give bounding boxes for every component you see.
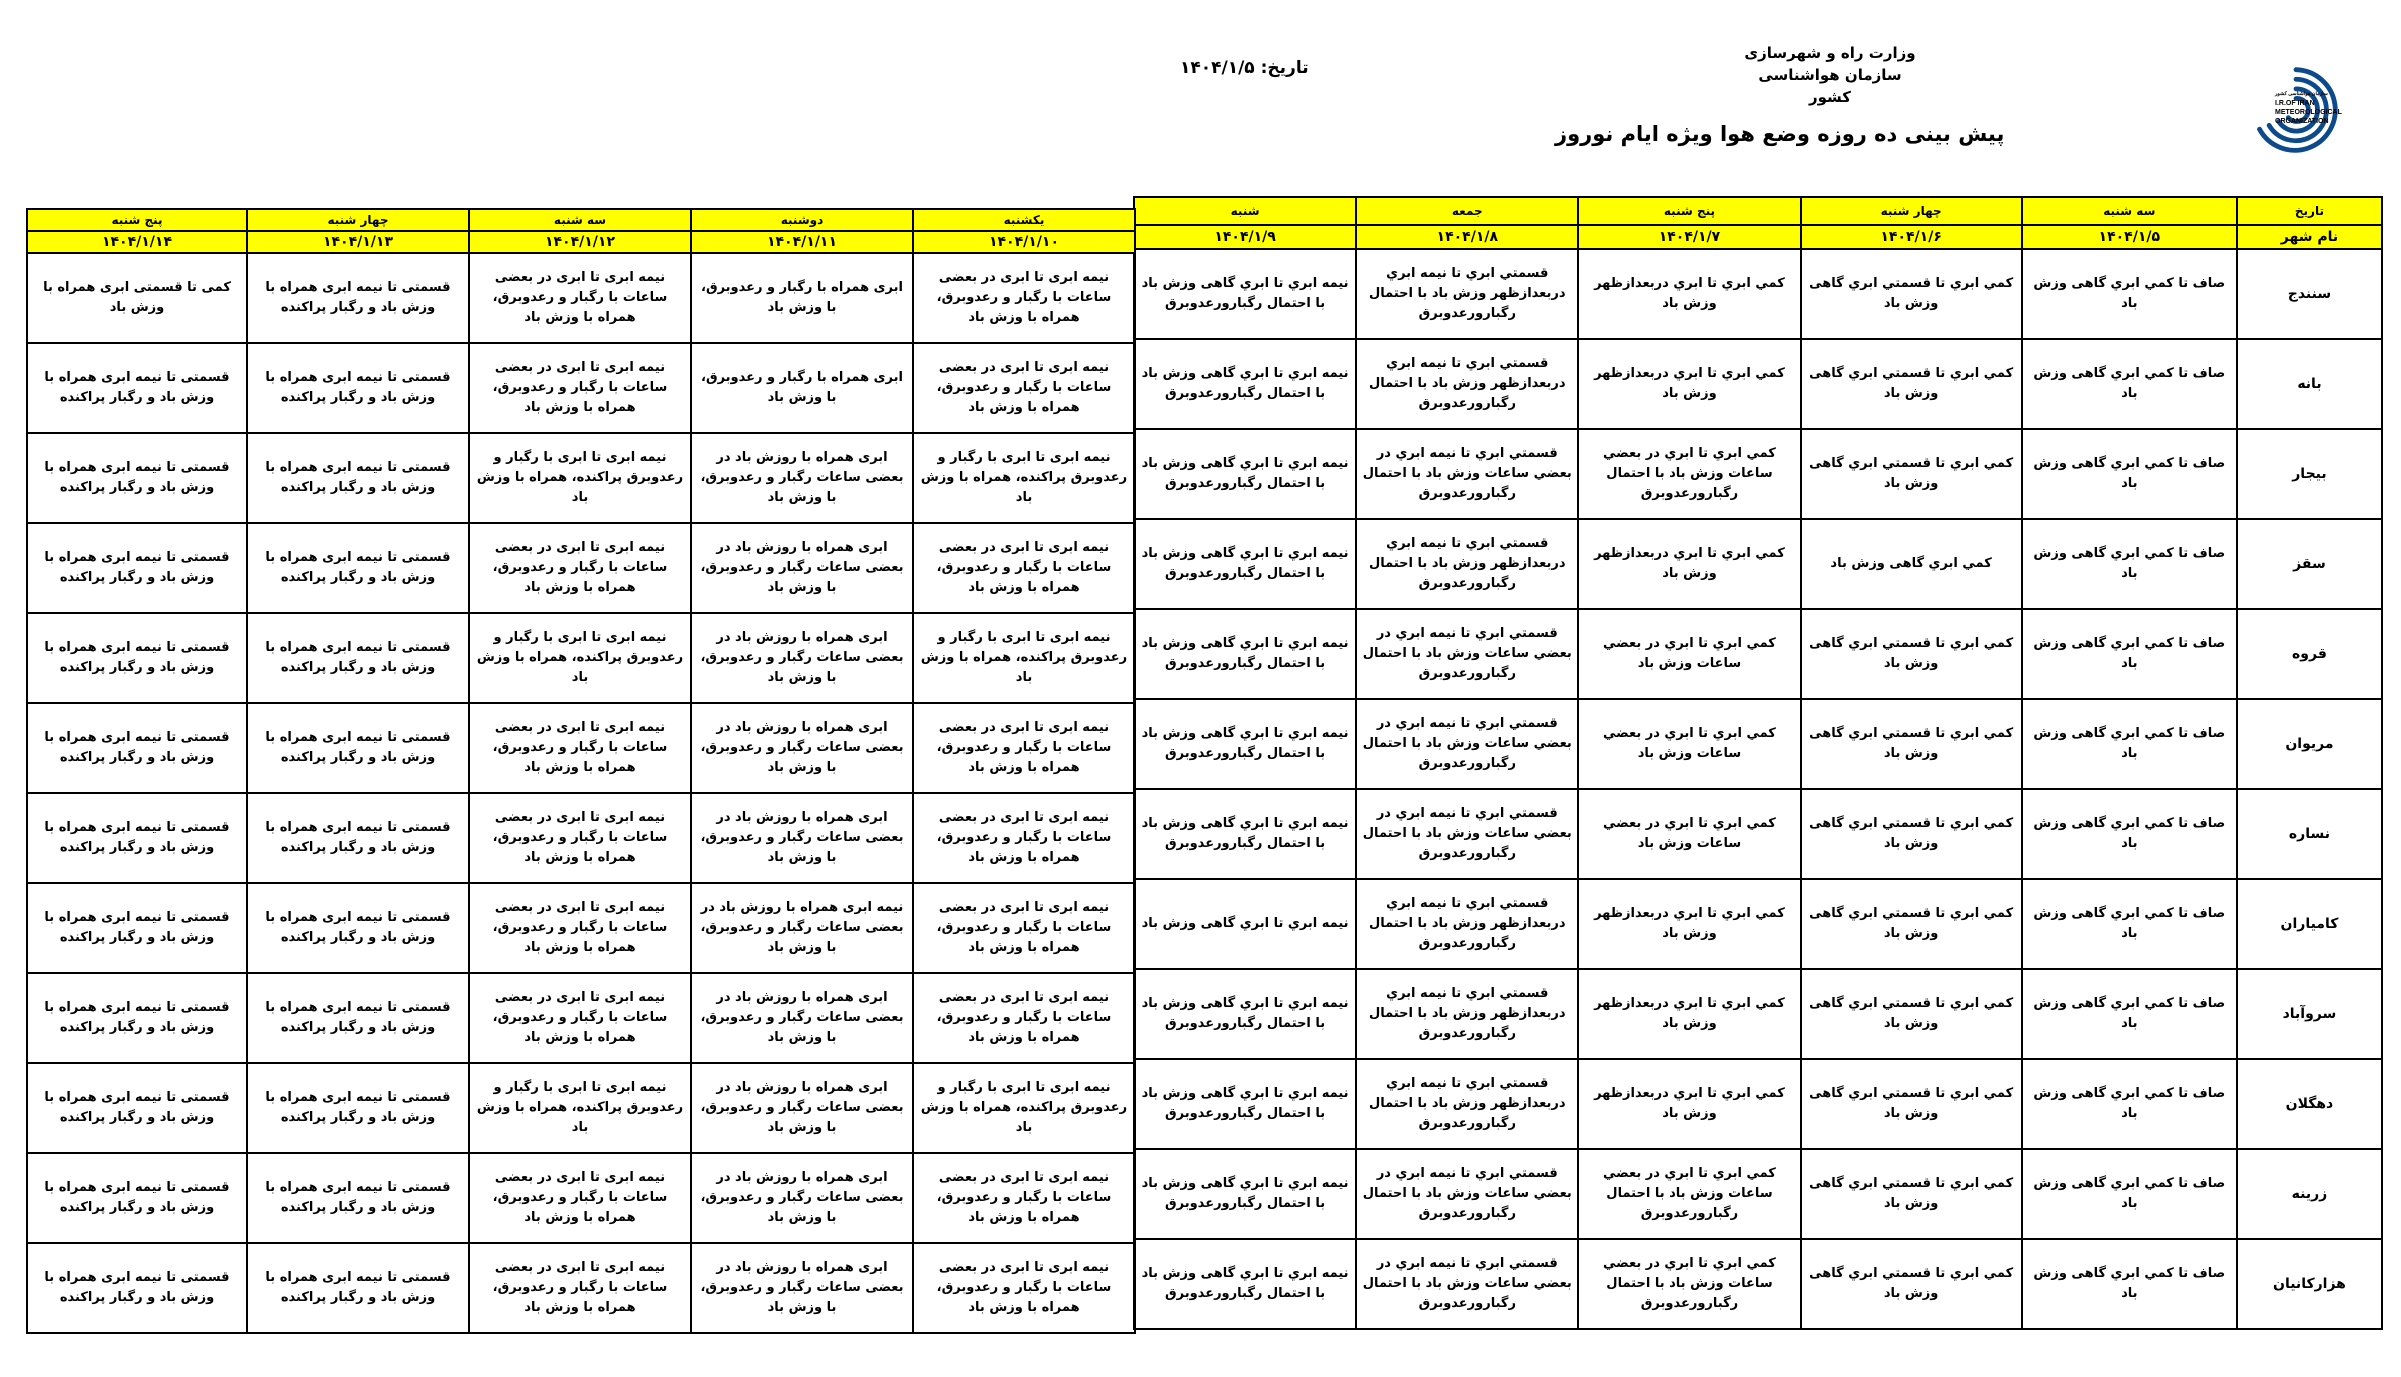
forecast-cell: قسمتی تا نیمه ابری همراه با وزش باد و رگبار پراکنده bbox=[247, 703, 469, 793]
forecast-cell: قسمتی تا نیمه ابری همراه با وزش باد و رگبار پراکنده bbox=[27, 343, 247, 433]
day-date: ۱۴۰۴/۱/۸ bbox=[1356, 225, 1578, 249]
forecast-cell: نیمه ابری تا ابری با رگبار و رعدوبرق پراکنده، همراه با وزش باد bbox=[469, 613, 691, 703]
day-date: ۱۴۰۴/۱/۷ bbox=[1578, 225, 1800, 249]
forecast-cell: قسمتی تا نیمه ابری همراه با وزش باد و رگبار پراکنده bbox=[27, 1063, 247, 1153]
forecast-cell: قسمتي ابري تا نیمه ابري در بعضي ساعات وزش باد با احتمال رگبارورعدوبرق bbox=[1356, 429, 1578, 519]
day-date: ۱۴۰۴/۱/۱۰ bbox=[913, 231, 1135, 253]
day-date: ۱۴۰۴/۱/۹ bbox=[1134, 225, 1356, 249]
forecast-cell: نیمه ابری تا ابری در بعضی ساعات با رگبار و رعدوبرق، همراه با وزش باد bbox=[913, 523, 1135, 613]
forecast-cell: قسمتی تا نیمه ابری همراه با وزش باد و رگبار پراکنده bbox=[27, 703, 247, 793]
table-row bbox=[1134, 249, 2382, 339]
forecast-cell: قسمتي ابري تا نیمه ابري در بعضي ساعات وزش باد با احتمال رگبارورعدوبرق bbox=[1356, 789, 1578, 879]
day-date: ۱۴۰۴/۱/۱۲ bbox=[469, 231, 691, 253]
forecast-cell: نیمه ابری تا ابری در بعضی ساعات با رگبار و رعدوبرق، همراه با وزش باد bbox=[469, 793, 691, 883]
day-date: ۱۴۰۴/۱/۱۳ bbox=[247, 231, 469, 253]
forecast-cell: ابری همراه با روزش باد در بعضی ساعات رگبار و رعدوبرق، با وزش باد bbox=[691, 703, 913, 793]
forecast-cell: قسمتی تا نیمه ابری همراه با وزش باد و رگبار پراکنده bbox=[247, 793, 469, 883]
forecast-cell: صاف تا کمي ابري گاهی وزش باد bbox=[2022, 609, 2237, 699]
forecast-cell: صاف تا کمي ابري گاهی وزش باد bbox=[2022, 969, 2237, 1059]
forecast-cell: قسمتی تا نیمه ابری همراه با وزش باد و رگبار پراکنده bbox=[27, 1153, 247, 1243]
header-block bbox=[1735, 42, 1925, 108]
table-row bbox=[1134, 339, 2382, 429]
forecast-cell: صاف تا کمي ابري گاهی وزش باد bbox=[2022, 249, 2237, 339]
forecast-cell: کمي ابري تا قسمتي ابري گاهی وزش باد bbox=[1801, 879, 2022, 969]
day-date: ۱۴۰۴/۱/۶ bbox=[1801, 225, 2022, 249]
forecast-cell: کمي ابري تا ابري در بعضي ساعات وزش باد با احتمال رگبارورعدوبرق bbox=[1578, 1239, 1800, 1329]
forecast-cell: ابری همراه با رگبار و رعدوبرق، با وزش باد bbox=[691, 253, 913, 343]
forecast-cell: صاف تا کمي ابري گاهی وزش باد bbox=[2022, 1059, 2237, 1149]
forecast-cell: نیمه ابري تا ابري گاهی وزش باد با احتمال رگبارورعدوبرق bbox=[1134, 519, 1356, 609]
table-row bbox=[1134, 699, 2382, 789]
forecast-cell: نیمه ابری تا ابری با رگبار و رعدوبرق پراکنده، همراه با وزش باد bbox=[913, 1063, 1135, 1153]
forecast-cell: قسمتی تا نیمه ابری همراه با وزش باد و رگبار پراکنده bbox=[247, 883, 469, 973]
table-row bbox=[27, 883, 1135, 973]
day-name: پنج شنبه bbox=[1578, 197, 1800, 225]
forecast-cell: قسمتي ابري تا نیمه ابري دربعدازظهر وزش باد با احتمال رگبارورعدوبرق bbox=[1356, 339, 1578, 429]
forecast-cell: کمي ابري تا ابري دربعدازظهر وزش باد bbox=[1578, 879, 1800, 969]
forecast-cell: نیمه ابری تا ابری در بعضی ساعات با رگبار و رعدوبرق، همراه با وزش باد bbox=[913, 1243, 1135, 1333]
table-row bbox=[1134, 1059, 2382, 1149]
forecast-cell: نیمه ابری تا ابری در بعضی ساعات با رگبار و رعدوبرق، همراه با وزش باد bbox=[469, 883, 691, 973]
table-header-days bbox=[27, 209, 1135, 231]
city-name: سقز bbox=[2237, 519, 2382, 609]
forecast-cell: نیمه ابري تا ابري گاهی وزش باد با احتمال رگبارورعدوبرق bbox=[1134, 609, 1356, 699]
date-label: تاریخ: bbox=[1260, 58, 1309, 78]
forecast-rows-first-period bbox=[1134, 249, 2382, 1329]
city-name: بانه bbox=[2237, 339, 2382, 429]
table-row bbox=[27, 1153, 1135, 1243]
day-name: چهار شنبه bbox=[1801, 197, 2022, 225]
forecast-cell: کمي ابري تا قسمتي ابري گاهی وزش باد bbox=[1801, 789, 2022, 879]
forecast-cell: قسمتي ابري تا نیمه ابري دربعدازظهر وزش باد با احتمال رگبارورعدوبرق bbox=[1356, 879, 1578, 969]
forecast-cell: قسمتی تا نیمه ابری همراه با وزش باد و رگبار پراکنده bbox=[247, 973, 469, 1063]
forecast-cell: کمي ابري تا قسمتي ابري گاهی وزش باد bbox=[1801, 699, 2022, 789]
city-name: کامیاران bbox=[2237, 879, 2382, 969]
page-title: پیش بینی ده روزه وضع هوا ویژه ایام نوروز bbox=[1555, 122, 2005, 146]
table-row bbox=[27, 1243, 1135, 1333]
forecast-cell: ابری همراه با روزش باد در بعضی ساعات رگبار و رعدوبرق، با وزش باد bbox=[691, 433, 913, 523]
forecast-cell: نیمه ابري تا ابري گاهی وزش باد با احتمال رگبارورعدوبرق bbox=[1134, 429, 1356, 519]
forecast-cell: کمي ابري تا ابري دربعدازظهر وزش باد bbox=[1578, 1059, 1800, 1149]
day-name: یکشنبه bbox=[913, 209, 1135, 231]
city-name: دهگلان bbox=[2237, 1059, 2382, 1149]
forecast-cell: قسمتی تا نیمه ابری همراه با وزش باد و رگبار پراکنده bbox=[247, 433, 469, 523]
forecast-cell: قسمتي ابري تا نیمه ابري در بعضي ساعات وزش باد با احتمال رگبارورعدوبرق bbox=[1356, 699, 1578, 789]
forecast-cell: کمي ابري تا قسمتي ابري گاهی وزش باد bbox=[1801, 1059, 2022, 1149]
table-row bbox=[1134, 519, 2382, 609]
forecast-cell: قسمتی تا نیمه ابری همراه با وزش باد و رگبار پراکنده bbox=[27, 973, 247, 1063]
forecast-cell: کمي ابري تا ابري دربعدازظهر وزش باد bbox=[1578, 339, 1800, 429]
date-value: ۱۴۰۴/۱/۵ bbox=[1180, 58, 1255, 78]
forecast-cell: نیمه ابری تا ابری با رگبار و رعدوبرق پراکنده، همراه با وزش باد bbox=[913, 613, 1135, 703]
table-header-dates bbox=[1134, 225, 2382, 249]
city-name: قروه bbox=[2237, 609, 2382, 699]
forecast-cell: قسمتی تا نیمه ابری همراه با وزش باد و رگبار پراکنده bbox=[247, 1243, 469, 1333]
day-date: ۱۴۰۴/۱/۱۴ bbox=[27, 231, 247, 253]
city-name: نساره bbox=[2237, 789, 2382, 879]
table-row bbox=[27, 343, 1135, 433]
forecast-cell: قسمتی تا نیمه ابری همراه با وزش باد و رگبار پراکنده bbox=[27, 613, 247, 703]
forecast-cell: ابری همراه با روزش باد در بعضی ساعات رگبار و رعدوبرق، با وزش باد bbox=[691, 613, 913, 703]
day-date: ۱۴۰۴/۱/۵ bbox=[2022, 225, 2237, 249]
forecast-cell: ابری همراه با رگبار و رعدوبرق، با وزش باد bbox=[691, 343, 913, 433]
forecast-cell: قسمتی تا نیمه ابری همراه با وزش باد و رگبار پراکنده bbox=[247, 253, 469, 343]
table-row bbox=[27, 973, 1135, 1063]
table-row bbox=[1134, 1239, 2382, 1329]
forecast-cell: نیمه ابری تا ابری در بعضی ساعات با رگبار و رعدوبرق، همراه با وزش باد bbox=[469, 1243, 691, 1333]
forecast-cell: صاف تا کمي ابري گاهی وزش باد bbox=[2022, 339, 2237, 429]
forecast-cell: نیمه ابری تا ابری در بعضی ساعات با رگبار و رعدوبرق، همراه با وزش باد bbox=[913, 973, 1135, 1063]
day-name: دوشنبه bbox=[691, 209, 913, 231]
forecast-cell: نیمه ابری تا ابری در بعضی ساعات با رگبار و رعدوبرق، همراه با وزش باد bbox=[913, 1153, 1135, 1243]
forecast-cell: کمي ابري تا قسمتي ابري گاهی وزش باد bbox=[1801, 969, 2022, 1059]
forecast-cell: کمي ابري تا قسمتي ابري گاهی وزش باد bbox=[1801, 249, 2022, 339]
forecast-cell: قسمتي ابري تا نیمه ابري در بعضي ساعات وزش باد با احتمال رگبارورعدوبرق bbox=[1356, 1149, 1578, 1239]
forecast-cell: نیمه ابری تا ابری در بعضی ساعات با رگبار و رعدوبرق، همراه با وزش باد bbox=[913, 793, 1135, 883]
table-row bbox=[1134, 429, 2382, 519]
forecast-cell: کمي ابري تا قسمتي ابري گاهی وزش باد bbox=[1801, 1149, 2022, 1239]
day-name: پنج شنبه bbox=[27, 209, 247, 231]
forecast-table-first-period bbox=[1133, 196, 2383, 1330]
forecast-cell: نیمه ابری تا ابری در بعضی ساعات با رگبار و رعدوبرق، همراه با وزش باد bbox=[469, 703, 691, 793]
forecast-cell: قسمتی تا نیمه ابری همراه با وزش باد و رگبار پراکنده bbox=[27, 883, 247, 973]
forecast-cell: نیمه ابری تا ابری در بعضی ساعات با رگبار و رعدوبرق، همراه با وزش باد bbox=[469, 343, 691, 433]
forecast-cell: نیمه ابري تا ابري گاهی وزش باد با احتمال رگبارورعدوبرق bbox=[1134, 969, 1356, 1059]
forecast-cell: نیمه ابری تا ابری در بعضی ساعات با رگبار و رعدوبرق، همراه با وزش باد bbox=[469, 1153, 691, 1243]
corner-city-label: نام شهر bbox=[2237, 225, 2382, 249]
forecast-cell: قسمتی تا نیمه ابری همراه با وزش باد و رگبار پراکنده bbox=[247, 523, 469, 613]
forecast-cell: ابری همراه با روزش باد در بعضی ساعات رگبار و رعدوبرق، با وزش باد bbox=[691, 523, 913, 613]
forecast-cell: قسمتي ابري تا نیمه ابري دربعدازظهر وزش باد با احتمال رگبارورعدوبرق bbox=[1356, 1059, 1578, 1149]
table-row bbox=[1134, 609, 2382, 699]
forecast-cell: کمي ابري تا قسمتي ابري گاهی وزش باد bbox=[1801, 609, 2022, 699]
forecast-cell: قسمتی تا نیمه ابری همراه با وزش باد و رگبار پراکنده bbox=[247, 343, 469, 433]
table-row bbox=[1134, 1149, 2382, 1239]
forecast-cell: ابری همراه با روزش باد در بعضی ساعات رگبار و رعدوبرق، با وزش باد bbox=[691, 1063, 913, 1153]
forecast-cell: صاف تا کمي ابري گاهی وزش باد bbox=[2022, 879, 2237, 969]
forecast-cell: کمي ابري تا قسمتي ابري گاهی وزش باد bbox=[1801, 339, 2022, 429]
forecast-cell: کمي ابري تا ابري در بعضي ساعات وزش باد با احتمال رگبارورعدوبرق bbox=[1578, 429, 1800, 519]
forecast-cell: صاف تا کمي ابري گاهی وزش باد bbox=[2022, 699, 2237, 789]
table-header-dates bbox=[27, 231, 1135, 253]
corner-date-label: تاریخ bbox=[2237, 197, 2382, 225]
table-row bbox=[1134, 969, 2382, 1059]
forecast-cell: نیمه ابري تا ابري گاهی وزش باد با احتمال رگبارورعدوبرق bbox=[1134, 339, 1356, 429]
forecast-cell: نیمه ابری تا ابری با رگبار و رعدوبرق پراکنده، همراه با وزش باد bbox=[469, 433, 691, 523]
city-name: زرینه bbox=[2237, 1149, 2382, 1239]
forecast-cell: قسمتي ابري تا نیمه ابري دربعدازظهر وزش باد با احتمال رگبارورعدوبرق bbox=[1356, 519, 1578, 609]
day-name: شنبه bbox=[1134, 197, 1356, 225]
forecast-cell: نیمه ابری همراه با روزش باد در بعضی ساعات رگبار و رعدوبرق، با وزش باد bbox=[691, 883, 913, 973]
forecast-cell: نیمه ابری تا ابری در بعضی ساعات با رگبار و رعدوبرق، همراه با وزش باد bbox=[913, 703, 1135, 793]
forecast-cell: نیمه ابري تا ابري گاهی وزش باد bbox=[1134, 879, 1356, 969]
forecast-cell: قسمتی تا نیمه ابری همراه با وزش باد و رگبار پراکنده bbox=[27, 1243, 247, 1333]
forecast-cell: کمي ابري گاهی وزش باد bbox=[1801, 519, 2022, 609]
day-name: چهار شنبه bbox=[247, 209, 469, 231]
forecast-table-second-period bbox=[26, 208, 1136, 1334]
table-row bbox=[27, 613, 1135, 703]
city-name: مریوان bbox=[2237, 699, 2382, 789]
table-row bbox=[27, 433, 1135, 523]
organization-name: سازمان هواشناسی کشور bbox=[1758, 66, 1902, 106]
table-row bbox=[27, 793, 1135, 883]
forecast-cell: نیمه ابري تا ابري گاهی وزش باد با احتمال رگبارورعدوبرق bbox=[1134, 699, 1356, 789]
day-date: ۱۴۰۴/۱/۱۱ bbox=[691, 231, 913, 253]
forecast-cell: نیمه ابری تا ابری با رگبار و رعدوبرق پراکنده، همراه با وزش باد bbox=[469, 1063, 691, 1153]
forecast-cell: کمي ابري تا قسمتي ابري گاهی وزش باد bbox=[1801, 429, 2022, 519]
forecast-cell: نیمه ابری تا ابری در بعضی ساعات با رگبار و رعدوبرق، همراه با وزش باد bbox=[469, 523, 691, 613]
forecast-cell: قسمتي ابري تا نیمه ابري در بعضي ساعات وزش باد با احتمال رگبارورعدوبرق bbox=[1356, 609, 1578, 699]
forecast-cell: صاف تا کمي ابري گاهی وزش باد bbox=[2022, 519, 2237, 609]
forecast-cell: صاف تا کمي ابري گاهی وزش باد bbox=[2022, 1149, 2237, 1239]
ministry-name: وزارت راه و شهرسازی bbox=[1744, 44, 1916, 62]
city-name: هزارکانیان bbox=[2237, 1239, 2382, 1329]
forecast-cell: نیمه ابری تا ابری در بعضی ساعات با رگبار و رعدوبرق، همراه با وزش باد bbox=[913, 883, 1135, 973]
forecast-cell: کمي ابري تا ابري در بعضي ساعات وزش باد bbox=[1578, 699, 1800, 789]
forecast-cell: نیمه ابري تا ابري گاهی وزش باد با احتمال رگبارورعدوبرق bbox=[1134, 1059, 1356, 1149]
day-name: سه شنبه bbox=[2022, 197, 2237, 225]
forecast-cell: نیمه ابري تا ابري گاهی وزش باد با احتمال رگبارورعدوبرق bbox=[1134, 789, 1356, 879]
forecast-cell: قسمتي ابري تا نیمه ابري در بعضي ساعات وزش باد با احتمال رگبارورعدوبرق bbox=[1356, 1239, 1578, 1329]
forecast-cell: صاف تا کمي ابري گاهی وزش باد bbox=[2022, 789, 2237, 879]
table-header-days bbox=[1134, 197, 2382, 225]
forecast-cell: قسمتي ابري تا نیمه ابري دربعدازظهر وزش باد با احتمال رگبارورعدوبرق bbox=[1356, 249, 1578, 339]
forecast-rows-second-period bbox=[27, 253, 1135, 1333]
forecast-cell: کمي ابري تا قسمتي ابري گاهی وزش باد bbox=[1801, 1239, 2022, 1329]
city-name: سروآباد bbox=[2237, 969, 2382, 1059]
forecast-cell: نیمه ابری تا ابری در بعضی ساعات با رگبار و رعدوبرق، همراه با وزش باد bbox=[913, 253, 1135, 343]
forecast-cell: نیمه ابري تا ابري گاهی وزش باد با احتمال رگبارورعدوبرق bbox=[1134, 249, 1356, 339]
table-row bbox=[1134, 789, 2382, 879]
city-name: سنندج bbox=[2237, 249, 2382, 339]
table-row bbox=[27, 703, 1135, 793]
forecast-cell: صاف تا کمي ابري گاهی وزش باد bbox=[2022, 1239, 2237, 1329]
forecast-cell: نیمه ابری تا ابری با رگبار و رعدوبرق پراکنده، همراه با وزش باد bbox=[913, 433, 1135, 523]
forecast-cell: قسمتی تا نیمه ابری همراه با وزش باد و رگبار پراکنده bbox=[247, 1063, 469, 1153]
forecast-cell: نیمه ابري تا ابري گاهی وزش باد با احتمال رگبارورعدوبرق bbox=[1134, 1239, 1356, 1329]
forecast-cell: صاف تا کمي ابري گاهی وزش باد bbox=[2022, 429, 2237, 519]
logo-text: سازمان هواشناسی کشور I.R.OF IRAN METEOROLOGICAL ORGANIZATION bbox=[2275, 91, 2342, 125]
table-row bbox=[27, 253, 1135, 343]
forecast-cell: کمي ابري تا ابري دربعدازظهر وزش باد bbox=[1578, 969, 1800, 1059]
forecast-cell: کمی تا قسمتی ابری همراه با وزش باد bbox=[27, 253, 247, 343]
table-row bbox=[27, 523, 1135, 613]
forecast-cell: کمي ابري تا ابري در بعضي ساعات وزش باد bbox=[1578, 789, 1800, 879]
forecast-cell: قسمتی تا نیمه ابری همراه با وزش باد و رگبار پراکنده bbox=[247, 613, 469, 703]
forecast-cell: قسمتی تا نیمه ابری همراه با وزش باد و رگبار پراکنده bbox=[27, 433, 247, 523]
forecast-cell: قسمتي ابري تا نیمه ابري دربعدازظهر وزش باد با احتمال رگبارورعدوبرق bbox=[1356, 969, 1578, 1059]
report-date bbox=[1180, 58, 1309, 78]
day-name: سه شنبه bbox=[469, 209, 691, 231]
forecast-cell: قسمتی تا نیمه ابری همراه با وزش باد و رگبار پراکنده bbox=[27, 523, 247, 613]
forecast-cell: نیمه ابری تا ابری در بعضی ساعات با رگبار و رعدوبرق، همراه با وزش باد bbox=[469, 973, 691, 1063]
forecast-cell: کمي ابري تا ابري در بعضي ساعات وزش باد با احتمال رگبارورعدوبرق bbox=[1578, 1149, 1800, 1239]
forecast-cell: نیمه ابری تا ابری در بعضی ساعات با رگبار و رعدوبرق، همراه با وزش باد bbox=[469, 253, 691, 343]
forecast-cell: ابری همراه با روزش باد در بعضی ساعات رگبار و رعدوبرق، با وزش باد bbox=[691, 1153, 913, 1243]
day-name: جمعه bbox=[1356, 197, 1578, 225]
city-name: بیجار bbox=[2237, 429, 2382, 519]
forecast-cell: ابری همراه با روزش باد در بعضی ساعات رگبار و رعدوبرق، با وزش باد bbox=[691, 973, 913, 1063]
forecast-cell: کمي ابري تا ابري دربعدازظهر وزش باد bbox=[1578, 519, 1800, 609]
table-row bbox=[27, 1063, 1135, 1153]
forecast-cell: قسمتی تا نیمه ابری همراه با وزش باد و رگبار پراکنده bbox=[247, 1153, 469, 1243]
forecast-cell: ابری همراه با روزش باد در بعضی ساعات رگبار و رعدوبرق، با وزش باد bbox=[691, 1243, 913, 1333]
forecast-cell: ابری همراه با روزش باد در بعضی ساعات رگبار و رعدوبرق، با وزش باد bbox=[691, 793, 913, 883]
forecast-cell: قسمتی تا نیمه ابری همراه با وزش باد و رگبار پراکنده bbox=[27, 793, 247, 883]
forecast-cell: نیمه ابری تا ابری در بعضی ساعات با رگبار و رعدوبرق، همراه با وزش باد bbox=[913, 343, 1135, 433]
table-row bbox=[1134, 879, 2382, 969]
forecast-cell: کمي ابري تا ابري در بعضي ساعات وزش باد bbox=[1578, 609, 1800, 699]
forecast-cell: نیمه ابري تا ابري گاهی وزش باد با احتمال رگبارورعدوبرق bbox=[1134, 1149, 1356, 1239]
forecast-cell: کمي ابري تا ابري دربعدازظهر وزش باد bbox=[1578, 249, 1800, 339]
